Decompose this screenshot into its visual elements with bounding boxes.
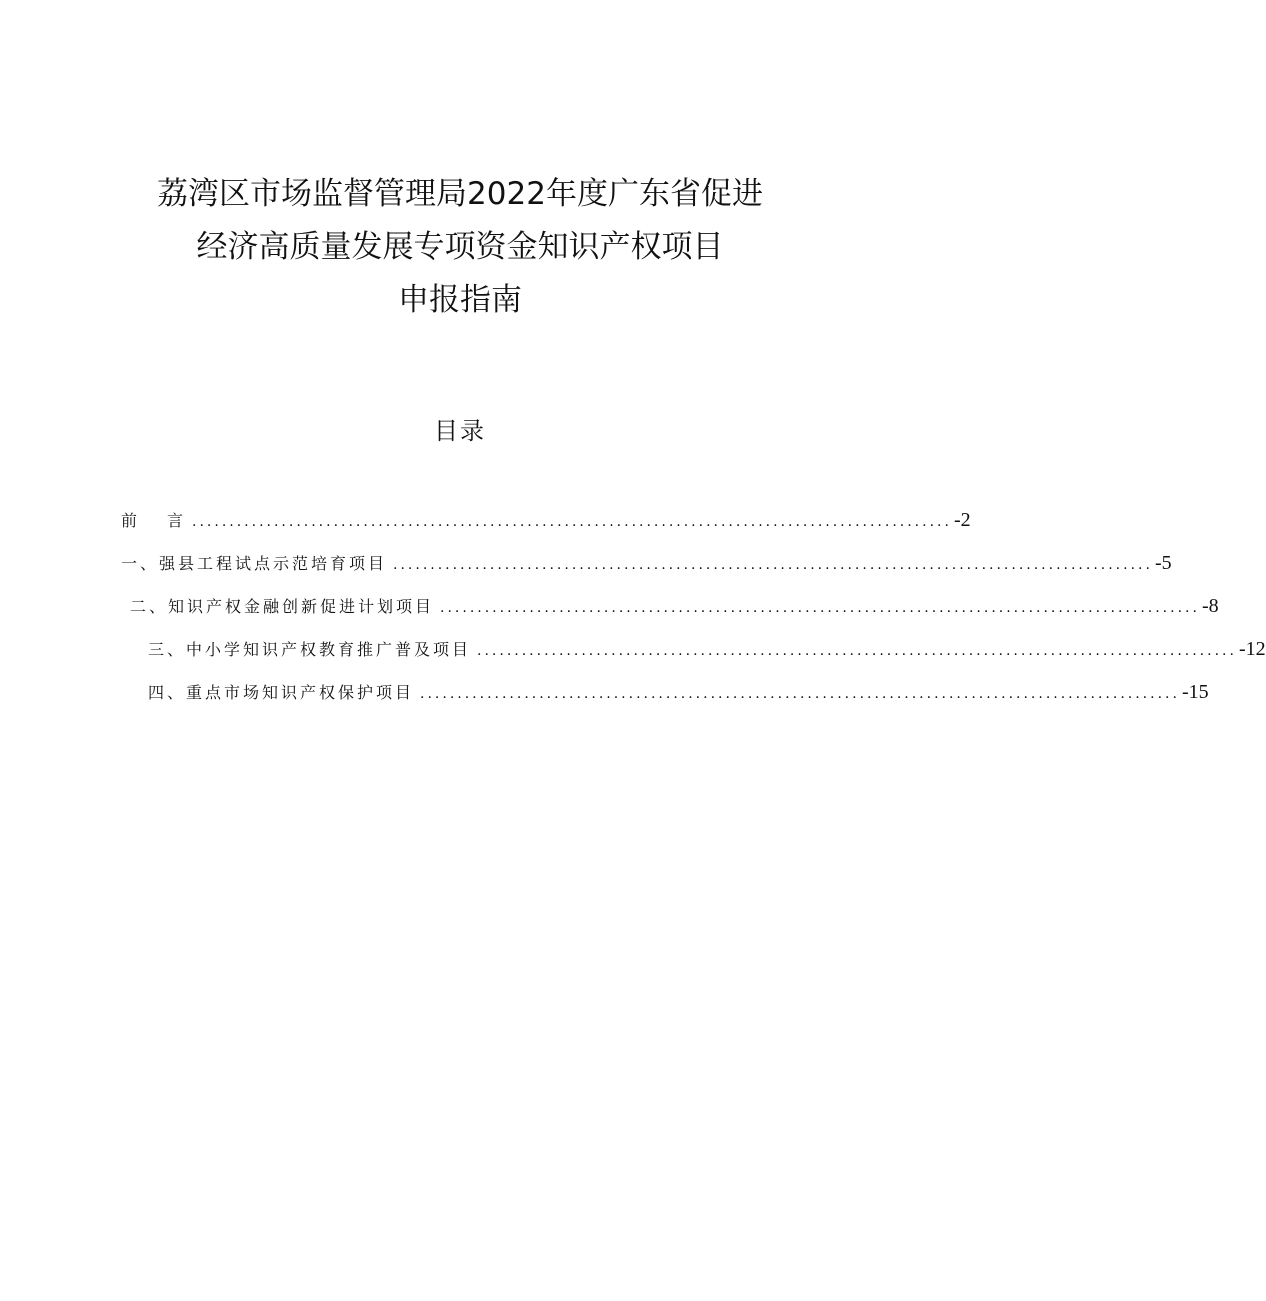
toc-entry-3[interactable]: [148, 637, 1266, 669]
toc-entry-4[interactable]: [148, 680, 1209, 712]
toc-leader-dots: ......................................................................................................: [420, 686, 1180, 702]
toc-entry-preface[interactable]: [121, 508, 971, 540]
toc-entry-1[interactable]: [121, 551, 1172, 583]
toc-leader-dots: ......................................................................................................: [477, 643, 1237, 659]
toc-leader-dots: ......................................................................................................: [192, 514, 952, 530]
toc-leader-dots: ......................................................................................................: [393, 557, 1153, 573]
toc-entry-label: [121, 508, 186, 531]
title-line-1: 荔湾区市场监督管理局2022年度广东省促进: [157, 176, 763, 212]
toc-page-number: -15: [1181, 681, 1209, 703]
toc-label-part1: 前: [121, 511, 141, 530]
toc-heading: 目录: [434, 417, 486, 445]
toc-entry-label: 三、中小学知识产权教育推广普及项目: [148, 640, 472, 659]
title-line-2: 经济高质量发展专项资金知识产权项目: [196, 229, 724, 265]
toc-entry-label: 二、知识产权金融创新促进计划项目: [130, 597, 435, 616]
toc-entry-2[interactable]: [130, 594, 1219, 626]
title-line-3: 申报指南: [398, 282, 522, 318]
toc-page-number: -8: [1201, 595, 1219, 617]
toc-leader-dots: ......................................................................................................: [440, 600, 1200, 616]
toc-label-part2: 言: [167, 511, 187, 530]
toc-page-number: -2: [953, 509, 971, 531]
toc-entry-label: 一、强县工程试点示范培育项目: [121, 554, 388, 573]
document-title: [0, 168, 920, 327]
toc-page-number: -5: [1154, 552, 1172, 574]
toc-entry-label: 四、重点市场知识产权保护项目: [148, 683, 415, 702]
toc-page-number: -12: [1238, 638, 1266, 660]
